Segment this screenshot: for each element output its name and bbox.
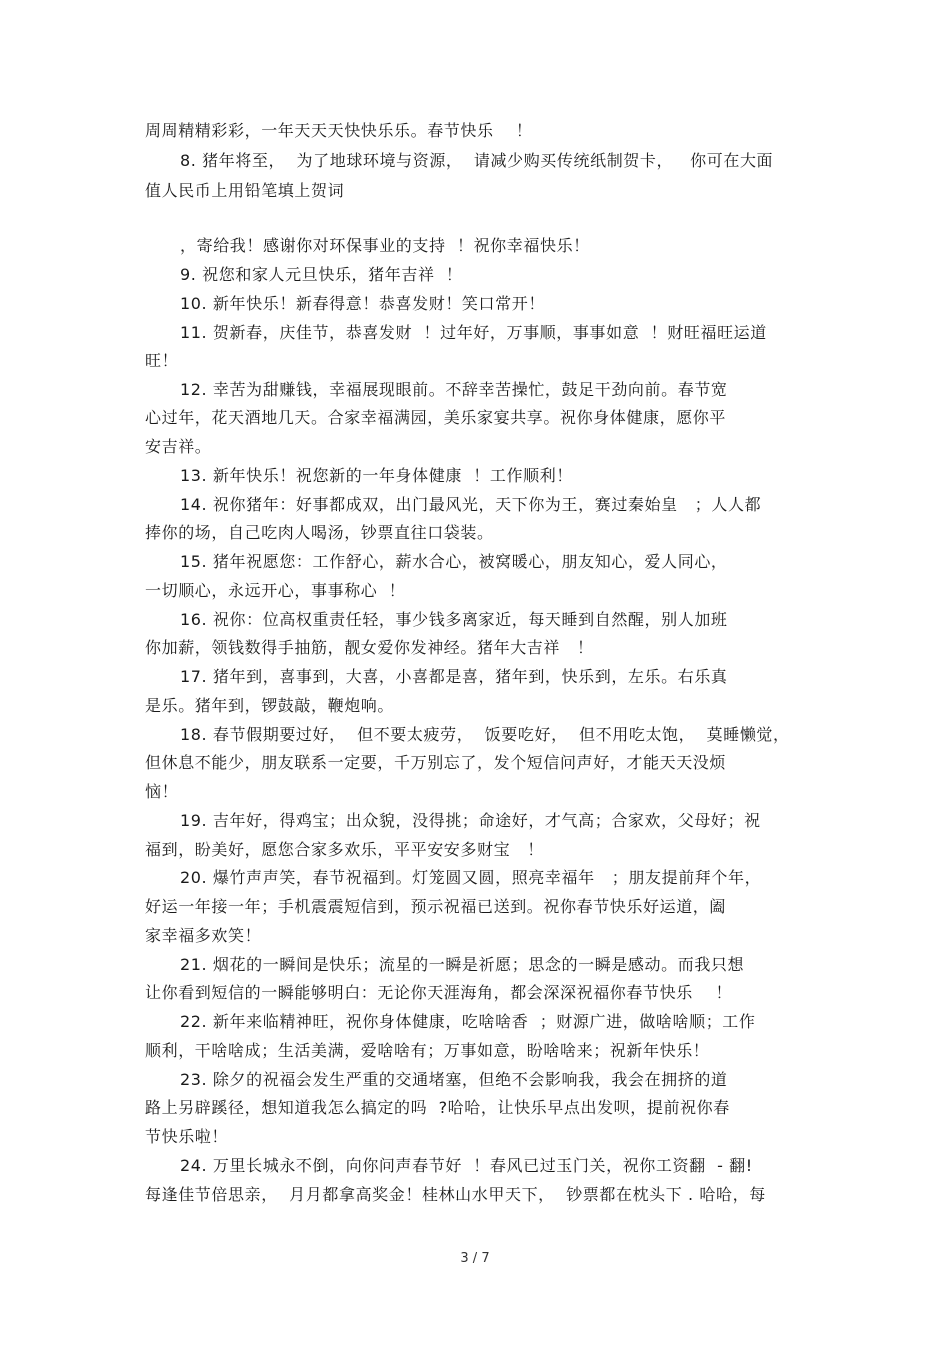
text-line: 捧你的场，自己吃肉人喝汤，钞票直往口袋装。 [145, 523, 494, 542]
text-line: ，寄给我！感谢你对环保事业的支持 ！祝你幸福快乐！ [180, 236, 590, 255]
text-line: 好运一年接一年；手机震震短信到，预示祝福已送到。祝你春节快乐好运道，阖 [145, 897, 727, 916]
text-line: 你加薪，领钱数得手抽筋，靓女爱你发神经。猪年大吉祥 ！ [145, 638, 594, 657]
text-line: 19. 吉年好，得鸡宝；出众貌，没得挑；命途好，才气高；合家欢，父母好；祝 [180, 811, 761, 830]
text-line: 福到，盼美好，愿您合家多欢乐，平平安安多财宝 ！ [145, 840, 544, 859]
text-line: 节快乐啦！ [145, 1127, 229, 1146]
text-line: 家幸福多欢笑！ [145, 926, 262, 945]
text-line: 安吉祥。 [145, 437, 212, 456]
text-line: 24. 万里长城永不倒，向你问声春节好 ！春风已过玉门关，祝你工资翻 - 翻! [180, 1156, 753, 1175]
text-line: 20. 爆竹声声笑，春节祝福到。灯笼圆又圆，照亮幸福年 ；朋友提前拜个年， [180, 868, 762, 887]
text-line: 周周精精彩彩，一年天天天快快乐乐。春节快乐 ！ [145, 121, 533, 140]
text-line: 16. 祝你：位高权重责任轻，事少钱多离家近，每天睡到自然醒，别人加班 [180, 610, 728, 629]
text-line: 8. 猪年将至， 为了地球环境与资源， 请减少购买传统纸制贺卡， 你可在大面 [180, 151, 774, 170]
text-line: 21. 烟花的一瞬间是快乐；流星的一瞬是祈愿；思念的一瞬是感动。而我只想 [180, 955, 745, 974]
text-line: 顺利，干啥啥成；生活美满，爱啥啥有；万事如意，盼啥啥来；祝新年快乐！ [145, 1041, 710, 1060]
text-line: 14. 祝你猪年：好事都成双，出门最风光，天下你为王，赛过秦始皇 ；人人都 [180, 495, 762, 514]
text-line: 每逢佳节倍思亲， 月月都拿高奖金！桂林山水甲天下， 钞票都在枕头下 . 哈哈，每 [145, 1185, 766, 1204]
text-line: 18. 春节假期要过好， 但不要太疲劳， 饭要吃好， 但不用吃太饱， 莫睡懒觉， [180, 725, 790, 744]
text-line: 12. 幸苦为甜赚钱，幸福展现眼前。不辞幸苦操忙，鼓足干劲向前。春节宽 [180, 380, 728, 399]
text-line: 22. 新年来临精神旺，祝你身体健康，吃啥啥香 ；财源广进，做啥啥顺；工作 [180, 1012, 756, 1031]
text-line: 17. 猪年到，喜事到，大喜，小喜都是喜，猪年到，快乐到，左乐。右乐真 [180, 667, 728, 686]
text-line: 9. 祝您和家人元旦快乐，猪年吉祥 ！ [180, 265, 463, 284]
page-number: 3 / 7 [460, 1251, 490, 1266]
text-line: 23. 除夕的祝福会发生严重的交通堵塞，但绝不会影响我，我会在拥挤的道 [180, 1070, 728, 1089]
text-line: 心过年，花天酒地几天。合家幸福满园，美乐家宴共享。祝你身体健康，愿你平 [145, 408, 727, 427]
text-line: 13. 新年快乐！祝您新的一年身体健康 ！工作顺利！ [180, 466, 573, 485]
text-line: 恼！ [145, 782, 179, 801]
text-line: 路上另辟蹊径，想知道我怎么搞定的吗 ?哈哈，让快乐早点出发呗，提前祝你春 [145, 1098, 730, 1117]
text-line: 11. 贺新春，庆佳节，恭喜发财 ！过年好，万事顺，事事如意 ！财旺福旺运道 [180, 323, 767, 342]
text-line: 值人民币上用铅笔填上贺词 [145, 181, 345, 200]
text-line: 一切顺心，永远开心，事事称心 ！ [145, 581, 406, 600]
text-line: 是乐。猪年到，锣鼓敲，鞭炮响。 [145, 696, 395, 715]
text-line: 旺！ [145, 351, 179, 370]
text-line: 15. 猪年祝愿您：工作舒心，薪水合心，被窝暖心，朋友知心，爱人同心， [180, 552, 728, 571]
text-line: 10. 新年快乐！新春得意！恭喜发财！笑口常开！ [180, 294, 545, 313]
text-line: 让你看到短信的一瞬能够明白：无论你天涯海角，都会深深祝福你春节快乐 ！ [145, 983, 733, 1002]
text-line: 但休息不能少，朋友联系一定要，千万别忘了，发个短信问声好，才能天天没烦 [145, 753, 727, 772]
